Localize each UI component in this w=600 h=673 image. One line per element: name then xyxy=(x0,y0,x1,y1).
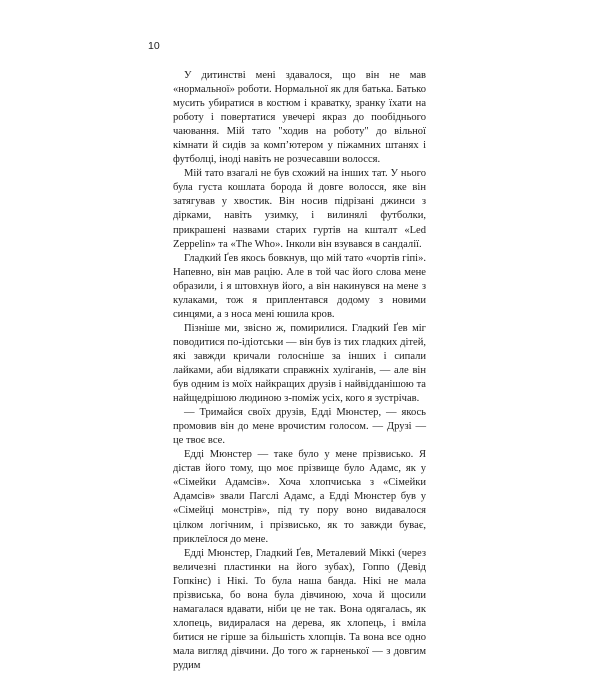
paragraph: Едді Мюнстер, Гладкий Ґев, Металевий Міккі (через величезні пластинки на його зубах), Гоппо (Девід Гопкінс) і Нікі. То була наша банда. Нікі не мала прізвиська, бо вона була дівчиною, хоча й щосили намагалася вдавати, ніби це не так. Вона одягалась, як хлопець, видиралася на дерева, як хлопець, і вміла битися не гірше за більшість хлопців. Та вона все одно мала вигляд дівчини. До того ж гарненької — з довгим рудим xyxy=(173,547,426,671)
body-text xyxy=(173,69,426,673)
paragraph: — Тримайся своїх друзів, Едді Мюнстер, — якось промовив він до мене врочистим голосом. — Друзі — це твоє все. xyxy=(173,407,426,447)
paragraph: У дитинстві мені здавалося, що він не мав «нормальної» роботи. Нормальної як для батька. Батько мусить убиратися в костюм і краватку, зранку їхати на роботу і повертатися увечері якраз до пообіднього чаювання. Мій тато "ходив на роботу" до вільної кімнати й сидів за комп’ютером у піжамних штанях і футболці, іноді навіть не розчесавши волосся. xyxy=(173,70,426,166)
paragraph: Едді Мюнстер — таке було у мене прізвисько. Я дістав його тому, що моє прізвище було Адамс, як у «Сімейки Адамсів». Хоча хлопчиська з «Сімейки Адамсів» звали Пагслі Адамс, а Едді Мюнстер був у «Сімейці монстрів», під ту пору воно видавалося цілком логічним, і прізвисько, як то завжди буває, приклеїлося до мене. xyxy=(173,449,426,545)
paragraph: Мій тато взагалі не був схожий на інших тат. У нього була густа кошлата борода й довге волосся, яке він затягував у хвостик. Він носив підрізані джинси з дірками, навіть узимку, і вилинялі футболки, прикрашені назвами старих гуртів на кшталт «Led Zeppelin» та «The Who». Інколи він взувався в сандалії. xyxy=(173,168,426,250)
page-number: 10 xyxy=(148,40,160,52)
paragraph: Гладкий Ґев якось бовкнув, що мій тато «чортів гіпі». Напевно, він мав рацію. Але в той час його слова мене образили, і я штовхнув його, а він накинувся на мене з кулаками, тож я приплентався додому з новими синцями, а з носа мені юшила кров. xyxy=(173,252,426,320)
paragraph: Пізніше ми, звісно ж, помирилися. Гладкий Ґев міг поводитися по-ідіотськи — він був із тих гладких дітей, які завжди кричали голосніше за інших і сипали лайками, аби відлякати справжніх хуліганів, — але він був одним із моїх найкращих друзів і найвідданішою та найщедрішою людиною з-поміж усіх, кого я зустрічав. xyxy=(173,322,426,405)
